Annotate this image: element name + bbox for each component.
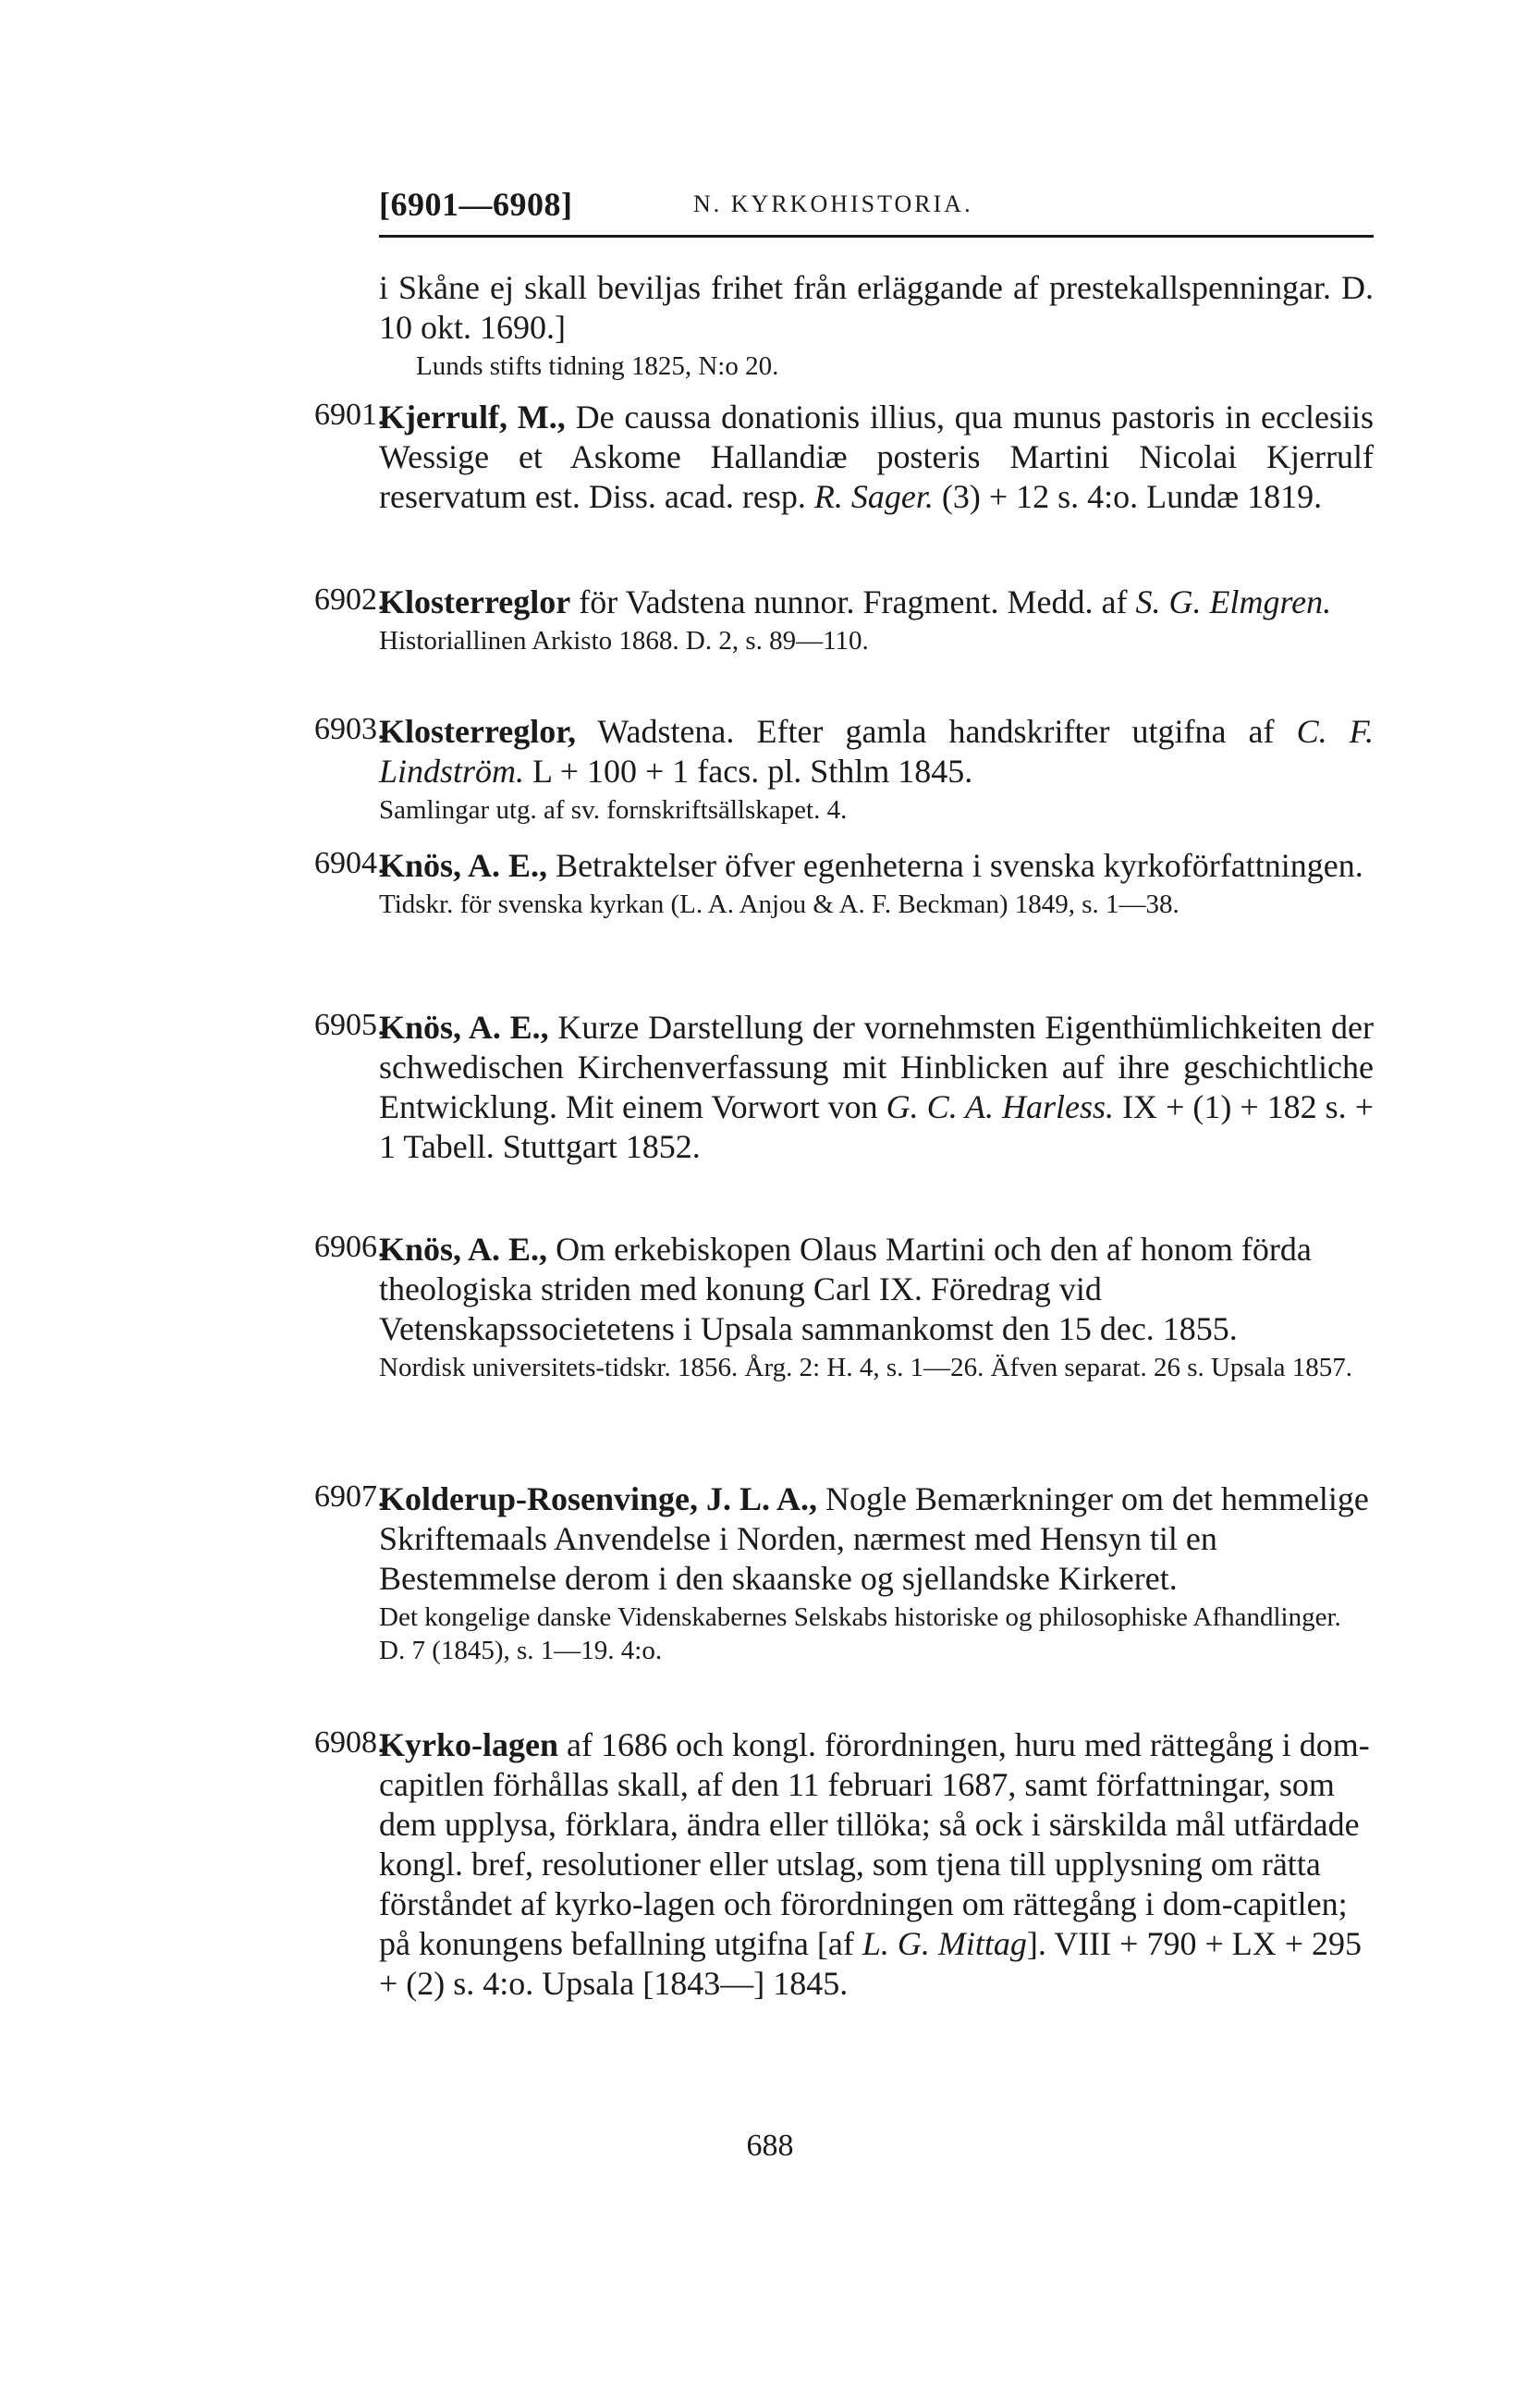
- entry-number: 6904.: [314, 846, 385, 880]
- entry-author: Knös, A. E.,: [379, 1009, 549, 1046]
- entry-note: Tidskr. för svenska kyrkan (L. A. Anjou & A. F. Beckman) 1849, s. 1—38.: [379, 890, 1179, 919]
- page-number: 688: [746, 2129, 794, 2163]
- entry-title: för Vadstena nunnor. Fragment. Medd. af: [570, 583, 1136, 620]
- entry-title: af 1686 och kongl. förordningen, huru med rättegång i dom-capitlen förhållas skall, af den 11 februari 1687, samt författningar, som dem upplysa, förklara, ändra eller tillöka; så ock i särskilda mål utfärdade kongl. bref, resolutioner eller utslag, som tjena till upplysning om rätta förståndet af kyrko-lagen och förordningen om rättegång i dom-capitlen; på konungens befallning utgifna [af: [379, 1726, 1370, 1962]
- entry-title: Kurze Darstellung der vornehmsten Eigenthümlichkeiten der schwedischen Kirchenverfassung mit Hinblicken auf ihre geschichtliche Entwicklung. Mit einem Vorwort von: [379, 1009, 1375, 1125]
- entry-6908: [314, 1725, 1374, 2004]
- entry-number: 6906.: [314, 1230, 385, 1264]
- entry-title: Om erkebiskopen Olaus Martini och den af honom förda theologiska striden med konung Carl IX. Föredrag vid Vetenskapssocietetens i Upsala sammankomst den 15 dec. 1855.: [379, 1231, 1312, 1347]
- entry-6906: [314, 1230, 1374, 1384]
- entry-6904: [314, 846, 1374, 921]
- entry-respondent: R. Sager.: [813, 478, 934, 515]
- entry-author: Klosterreglor: [379, 583, 571, 620]
- entry-number: 6905.: [314, 1008, 385, 1042]
- entry-author: Klosterreglor,: [379, 713, 576, 750]
- section-title: N. KYRKOHISTORIA.: [693, 190, 973, 217]
- entry-number: 6907.: [314, 1479, 385, 1514]
- entry-number: 6901.: [314, 398, 385, 432]
- entry-author: Kolderup-Rosenvinge, J. L. A.,: [379, 1480, 818, 1517]
- entry-imprint: L + 100 + 1 facs. pl. Sthlm 1845.: [524, 753, 973, 790]
- entry-6905: [314, 1008, 1374, 1167]
- intro-note: Lunds stifts tidning 1825, N:o 20.: [416, 351, 779, 381]
- entry-editor: L. G. Mittag: [862, 1925, 1027, 1962]
- entry-note: Nordisk universitets-tidskr. 1856. Årg. 2: H. 4, s. 1—26. Äfven separat. 26 s. Upsala 1857.: [379, 1353, 1353, 1382]
- entry-range: [6901—6908]: [379, 186, 573, 223]
- entry-note: Det kongelige danske Videnskabernes Selskabs historiske og philosophiske Afhandlinger. D. 7 (1845), s. 1—19. 4:o.: [379, 1602, 1341, 1665]
- entry-6903: [314, 712, 1374, 827]
- entry-author: Kyrko-lagen: [379, 1726, 558, 1763]
- entry-6907: [314, 1479, 1374, 1667]
- entry-editor: C. F. Lindström.: [379, 713, 1374, 790]
- entry-author: Knös, A. E.,: [379, 847, 548, 884]
- entry-number: 6902.: [314, 583, 385, 617]
- entry-editor: S. G. Elmgren.: [1135, 583, 1332, 620]
- entry-title: Nogle Bemærkninger om det hemmelige Skriftemaals Anvendelse i Norden, nærmest med Hensyn til en Bestemmelse derom i den skaanske og sjellandske Kirkeret.: [379, 1480, 1369, 1597]
- continued-entry: [314, 268, 1374, 383]
- entry-imprint: (3) + 12 s. 4:o. Lundæ 1819.: [933, 478, 1323, 515]
- running-header: [379, 185, 1374, 229]
- entry-title: Wadstena. Efter gamla handskrifter utgifna af: [575, 713, 1297, 750]
- entry-6901: [314, 398, 1374, 517]
- entry-author: Knös, A. E.,: [379, 1231, 548, 1268]
- entry-imprint: ]. VIII + 790 + LX + 295 + (2) s. 4:o. Upsala [1843—] 1845.: [379, 1925, 1363, 2002]
- entry-author: Kjerrulf, M.,: [379, 399, 566, 436]
- intro-text: i Skåne ej skall beviljas frihet från erläggande af prestekallspenningar. D. 10 okt. 1690.]: [379, 269, 1374, 346]
- entry-imprint: IX + (1) + 182 s. + 1 Tabell. Stuttgart 1852.: [379, 1088, 1374, 1165]
- entry-number: 6903.: [314, 712, 385, 746]
- entry-number: 6908.: [314, 1725, 385, 1760]
- header-rule: [379, 235, 1374, 238]
- entry-note: Samlingar utg. af sv. fornskriftsällskapet. 4.: [379, 795, 848, 825]
- entry-note: Historiallinen Arkisto 1868. D. 2, s. 89—110.: [379, 626, 869, 656]
- entry-title: De caussa donationis illius, qua munus pastoris in ecclesiis Wessige et Askome Hallandiæ posteris Martini Nicolai Kjerrulf reservatum est. Diss. acad. resp.: [379, 399, 1374, 515]
- entry-title: Betraktelser öfver egenheterna i svenska kyrkoförfattningen.: [547, 847, 1363, 884]
- entry-6902: [314, 583, 1374, 657]
- entry-editor: G. C. A. Harless.: [886, 1088, 1115, 1125]
